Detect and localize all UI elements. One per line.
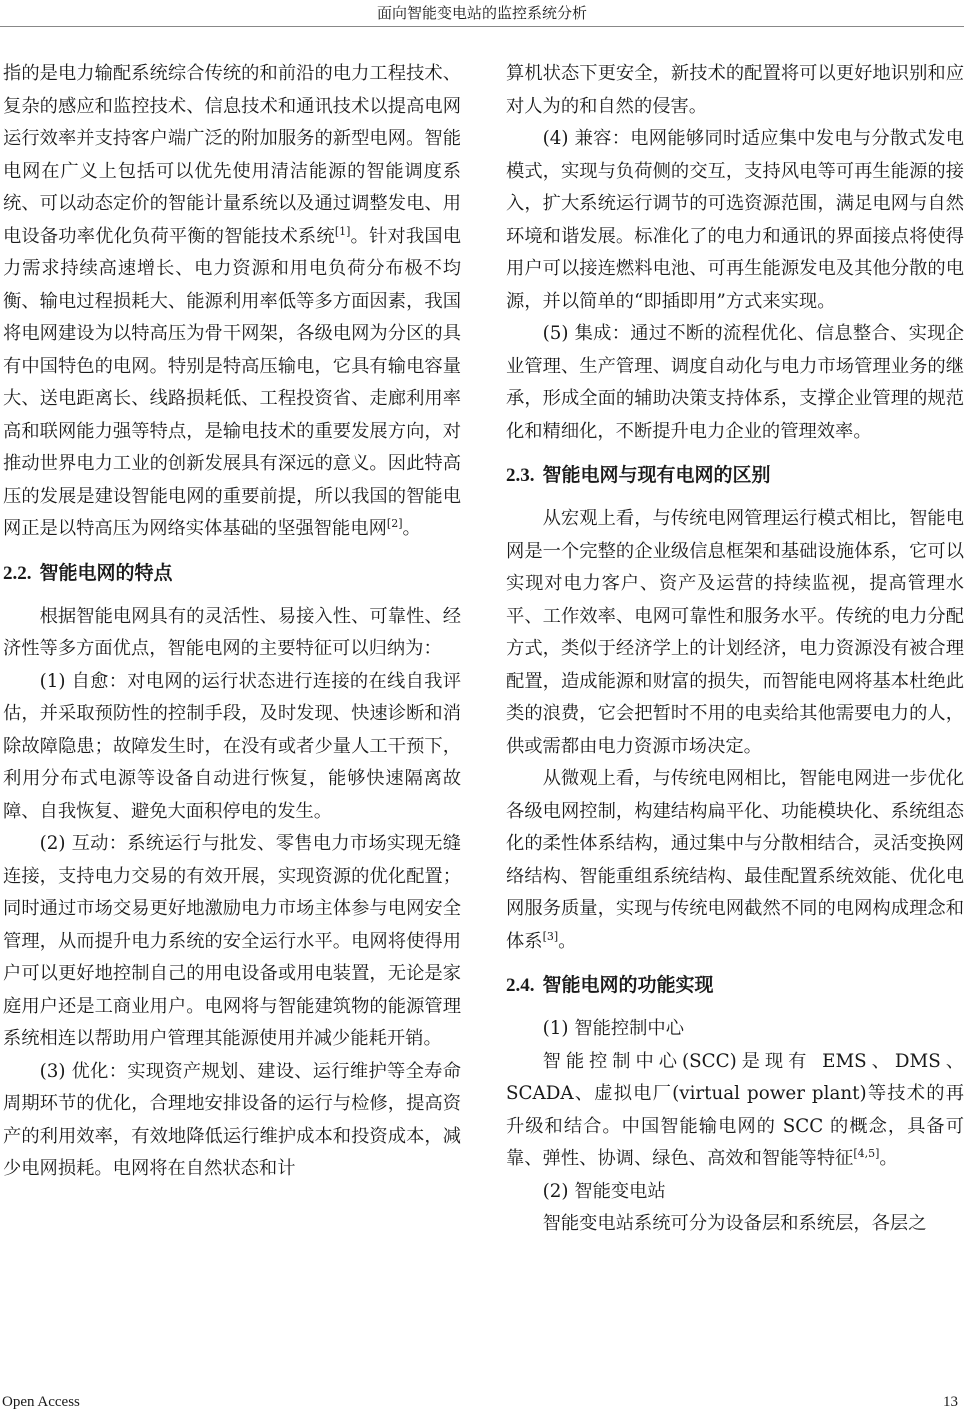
intro-text-cont: 。针对我国电力需求持续高速增长、电力资源和用电负荷分布极不均衡、输电过程损耗大、能源利用率低等多方面因素，我国将电网建设为以特高压为骨干网架，各级电网为分区的具有中国特色的电网。特别是特高压输电，它具有输电容量大、送电距离长、线路损耗低、工程投资省、走廊利用率高和联网能力强等特点，是输电技术的重要发展方向，对推动世界电力工业的创新发展具有深远的意义。因此特高压的发展是建设智能电网的重要前提，所以我国的智能电网正是以特高压为网络实体基础的坚强智能电网 <box>3 225 462 539</box>
feature-item-optimization: (3) 优化：实现资产规划、建设、运行维护等全寿命周期环节的优化，合理地安排设备的运行与检修，提高资产的利用效率，有效地降低运行维护成本和投资成本，减少电网损耗。电网将在自然状态和计 <box>3 1060 461 1179</box>
substation-paragraph: 智能变电站系统可分为设备层和系统层，各层之 <box>542 1213 927 1234</box>
feature-item-compatibility: (4) 兼容：电网能够同时适应集中发电与分散式发电模式，实现与负荷侧的交互，支持风电等可再生能源的接入，扩大系统运行调节的可选资源范围，满足电网与自然环境和谐发展。标准化了的电力和通讯的界面接点将使得用户可以接连燃料电池、可再生能源发电及其他分散的电源，并以简单的“即插即用”方式来实现。 <box>506 128 964 312</box>
intro-text-end: 。 <box>402 518 421 539</box>
features-paragraph: 根据智能电网具有的灵活性、易接入性、可靠性、经济性等多方面优点，智能电网的主要特征可以归纳为： <box>3 605 461 659</box>
section-heading-2-4 <box>506 970 964 1001</box>
running-header <box>0 2 964 27</box>
running-title: 面向智能变电站的监控系统分析 <box>376 4 587 22</box>
citation-ref[interactable]: [2] <box>386 517 403 530</box>
citation-ref[interactable]: [4,5] <box>853 1147 880 1160</box>
citation-ref[interactable]: [3] <box>542 929 559 943</box>
micro-text: 从微观上看，与传统电网相比，智能电网进一步优化各级电网控制，构建结构扁平化、功能模块化、系统组态化的柔性体系结构，通过集中与分散相结合，灵活变换网络结构、智能重组系统结构、最佳配置系统效能、优化电网服务质量，实现与传统电网截然不同的电网构成理念和体系 <box>506 768 964 952</box>
optimization-continued: 算机状态下更安全，新技术的配置将可以更好地识别和应对人为的和自然的侵害。 <box>506 63 964 117</box>
page-number: 13 <box>943 1394 958 1410</box>
section-number: 2.3. <box>506 465 535 486</box>
section-number: 2.2. <box>3 562 32 584</box>
intro-paragraph <box>3 58 461 546</box>
page-footer <box>0 1392 964 1412</box>
feature-item-interaction: (2) 互动：系统运行与批发、零售电力市场实现无缝连接，支持电力交易的有效开展，实现资源的优化配置；同时通过市场交易更好地激励电力市场主体参与电网安全管理，从而提升电力系统的安全运行水平。电网将使得用户可以更好地控制自己的用电设备或用电装置，无论是家庭用户还是工商业用户。电网将与智能建筑物的能源管理系统相连以帮助用户管理其能源使用并减少能耗开销。 <box>3 833 461 1049</box>
feature-item-integration: (5) 集成：通过不断的流程优化、信息整合、实现企业管理、生产管理、调度自动化与电力市场管理业务的继承，形成全面的辅助决策支持体系，支撑企业管理的规范化和精细化，不断提升电力企业的管理效率。 <box>506 323 964 442</box>
citation-ref[interactable]: [1] <box>334 224 351 238</box>
micro-paragraph <box>506 763 964 958</box>
section-title: 智能电网的功能实现 <box>542 974 714 996</box>
macro-paragraph: 从宏观上看，与传统电网管理运行模式相比，智能电网是一个完整的企业级信息框架和基础设施体系，它可以实现对电力客户、资产及运营的持续监视，提高管理水平、工作效率、电网可靠性和服务水平。传统的电力分配方式，类似于经济学上的计划经济，电力资源没有被合理配置，造成能源和财富的损失，而智能电网将基本杜绝此类的浪费，它会把暂时不用的电卖给其他需要电力的人，供或需都由电力资源市场决定。 <box>506 508 964 757</box>
subheading-smart-control-center: (1) 智能控制中心 <box>542 1018 684 1039</box>
subheading-smart-substation: (2) 智能变电站 <box>542 1180 666 1202</box>
section-heading-2-2 <box>3 558 461 589</box>
section-title: 智能电网的特点 <box>39 561 173 584</box>
left-column <box>3 58 461 1186</box>
scc-paragraph <box>506 1046 964 1176</box>
intro-text: 指的是电力输配系统综合传统的和前沿的电力工程技术、复杂的感应和监控技术、信息技术和通讯技术以提高电网运行效率并支持客户端广泛的附加服务的新型电网。智能电网在广义上包括可以优先使用清洁能源的智能调度系统、可以动态定价的智能计量系统以及通过调整发电、用电设备功率优化负荷平衡的智能技术系统 <box>3 63 461 247</box>
scc-text: 智能控制中心(SCC)是现有 EMS、DMS、SCADA、虚拟电厂(virtual power plant)等技术的再升级和结合。中国智能输电网的 SCC 的概念，具备可靠、弹性、协调、绿色、高效和智能等特征 <box>506 1050 964 1169</box>
scc-text-end: 。 <box>879 1148 898 1169</box>
right-column <box>506 58 964 1241</box>
micro-text-end: 。 <box>558 930 577 952</box>
journal-label: Open Access <box>2 1394 80 1410</box>
section-heading-2-3 <box>506 460 964 491</box>
feature-item-self-healing: (1) 自愈：对电网的运行状态进行连接的在线自我评估，并采取预防性的控制手段，及时发现、快速诊断和消除故障隐患；故障发生时，在没有或者少量人工干预下，利用分布式电源等设备自动进行恢复，能够快速隔离故障、自我恢复、避免大面积停电的发生。 <box>3 670 461 822</box>
section-number: 2.4. <box>506 975 535 996</box>
section-title: 智能电网与现有电网的区别 <box>542 464 771 486</box>
